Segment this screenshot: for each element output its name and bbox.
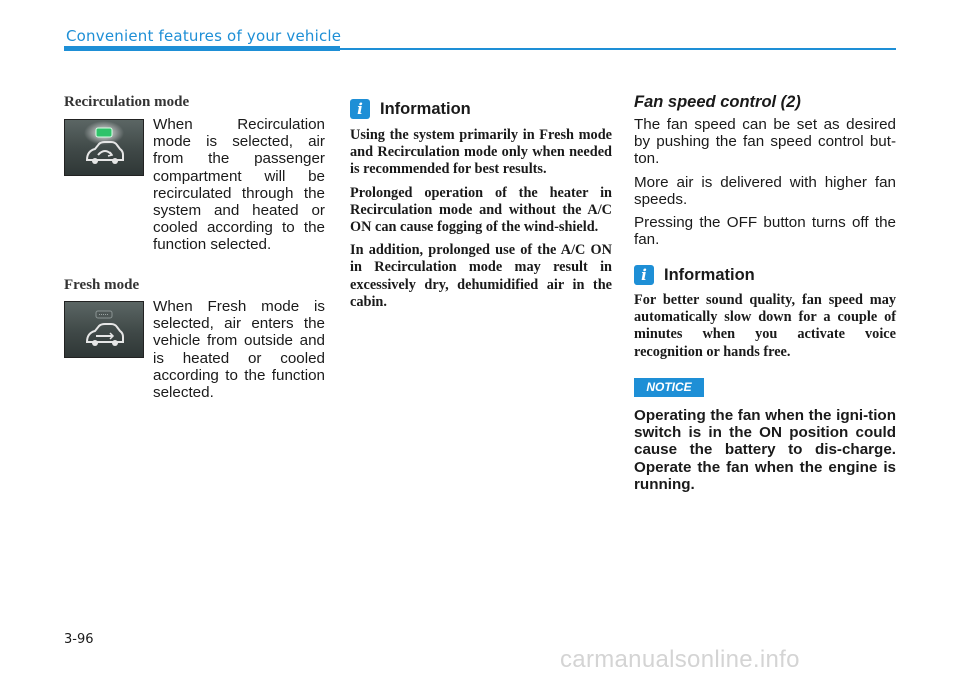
notice-badge: NOTICE: [634, 378, 704, 397]
fan-paragraph: The fan speed can be set as desired by pushing the fan speed control but-ton.: [634, 116, 896, 168]
info-title: Information: [664, 265, 755, 284]
recirculation-description: When Recirculation mode is selected, air from the passenger compartment will be recirculated through the system and heated or cooled according to the function selected.: [153, 116, 325, 254]
info-icon: i: [350, 99, 370, 119]
info-body-right: For better sound quality, fan speed may automatically slow down for a couple of minutes when you activate voice recognition or hands free.: [634, 292, 896, 360]
fan-speed-body: [634, 116, 896, 254]
fan-paragraph: Pressing the OFF button turns off the fan.: [634, 214, 896, 249]
fresh-mode-heading: Fresh mode: [64, 277, 140, 293]
info-title: Information: [380, 99, 471, 118]
page-number: 3-96: [64, 632, 94, 647]
info-icon: i: [634, 265, 654, 285]
info-paragraph: Using the system primarily in Fresh mode and Recirculation mode only when needed is recommended for best results.: [350, 127, 612, 178]
info-header-middle: [350, 99, 471, 119]
recirculation-heading: Recirculation mode: [64, 94, 190, 110]
header-rule-thick: [64, 46, 340, 51]
section-header: Convenient features of your vehicle: [66, 27, 342, 45]
fan-paragraph: More air is delivered with higher fan speeds.: [634, 173, 896, 208]
fresh-mode-description: When Fresh mode is selected, air enters the vehicle from outside and is heated or cooled according to the function selected.: [153, 298, 325, 402]
info-paragraph: In addition, prolonged use of the A/C ON in Recirculation mode may result in excessively dry, dehumidified air in the cabin.: [350, 242, 612, 310]
info-header-right: [634, 265, 755, 285]
header-rule-thin: [340, 48, 896, 50]
fresh-air-car-icon: [64, 301, 144, 358]
fan-speed-title: Fan speed control (2): [634, 93, 801, 111]
notice-text: Operating the fan when the igni-tion switch is in the ON position could cause the battery to dis-charge. Operate the fan when the engine is running.: [634, 407, 896, 493]
recirculation-car-icon: [64, 119, 144, 176]
watermark: carmanualsonline.info: [560, 646, 800, 673]
info-paragraph: Prolonged operation of the heater in Recirculation mode and without the A/C ON can cause fogging of the wind-shield.: [350, 184, 612, 236]
info-body-middle: [350, 127, 612, 317]
